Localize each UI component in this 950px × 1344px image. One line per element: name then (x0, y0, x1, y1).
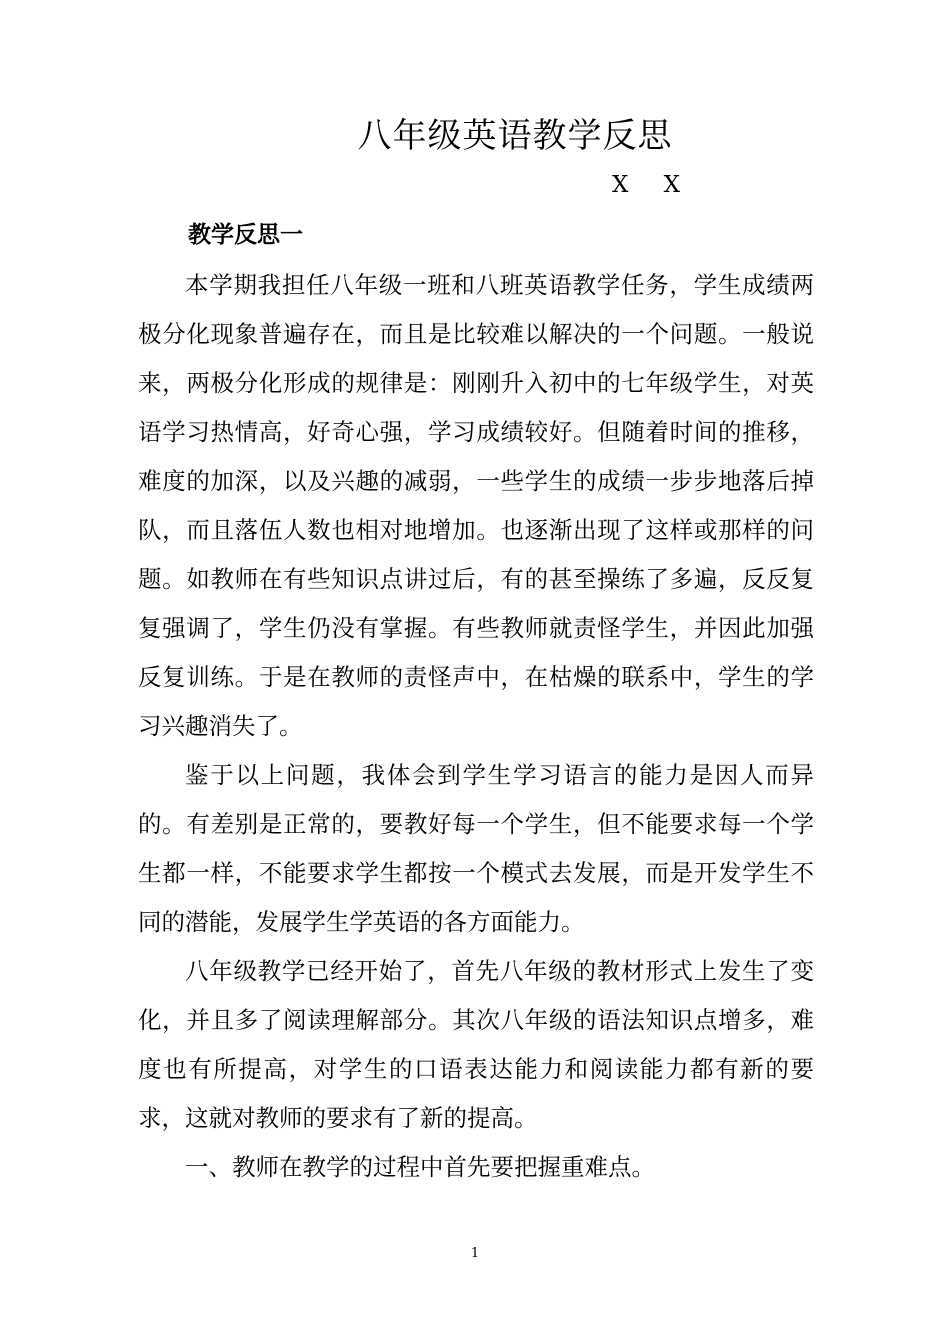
section-heading: 教学反思一 (188, 221, 303, 248)
paragraph-3: 八年级教学已经开始了，首先八年级的教材形式上发生了变化，并且多了阅读理解部分。其次八年级的语法知识点增多，难度也有所提高，对学生的口语表达能力和阅读能力都有新的要求，这就对教师的要求有了新的提高。 (138, 957, 814, 1132)
page-number: 1 (470, 1246, 480, 1261)
paragraph-2: 鉴于以上问题，我体会到学生学习语言的能力是因人而异的。有差别是正常的，要教好每一个学生，但不能要求每一个学生都一样，不能要求学生都按一个模式去发展，而是开发学生不同的潜能，发展学生学英语的各方面能力。 (138, 761, 814, 936)
paragraph-4: 一、教师在教学的过程中首先要把握重难点。 (185, 1153, 655, 1181)
author-name: X X (612, 172, 695, 198)
paragraph-1: 本学期我担任八年级一班和八班英语教学任务，学生成绩两极分化现象普遍存在，而且是比较难以解决的一个问题。一般说来，两极分化形成的规律是：刚刚升入初中的七年级学生，对英语学习热情高，好奇心强，学习成绩较好。但随着时间的推移，难度的加深，以及兴趣的减弱，一些学生的成绩一步步地落后掉队，而且落伍人数也相对地增加。也逐渐出现了这样或那样的问题。如教师在有些知识点讲过后，有的甚至操练了多遍，反反复复强调了，学生仍没有掌握。有些教师就责怪学生，并因此加强反复训练。于是在教师的责怪声中，在枯燥的联系中，学生的学习兴趣消失了。 (138, 271, 814, 740)
document-body (138, 261, 814, 1192)
document-title: 八年级英语教学反思 (357, 116, 673, 156)
